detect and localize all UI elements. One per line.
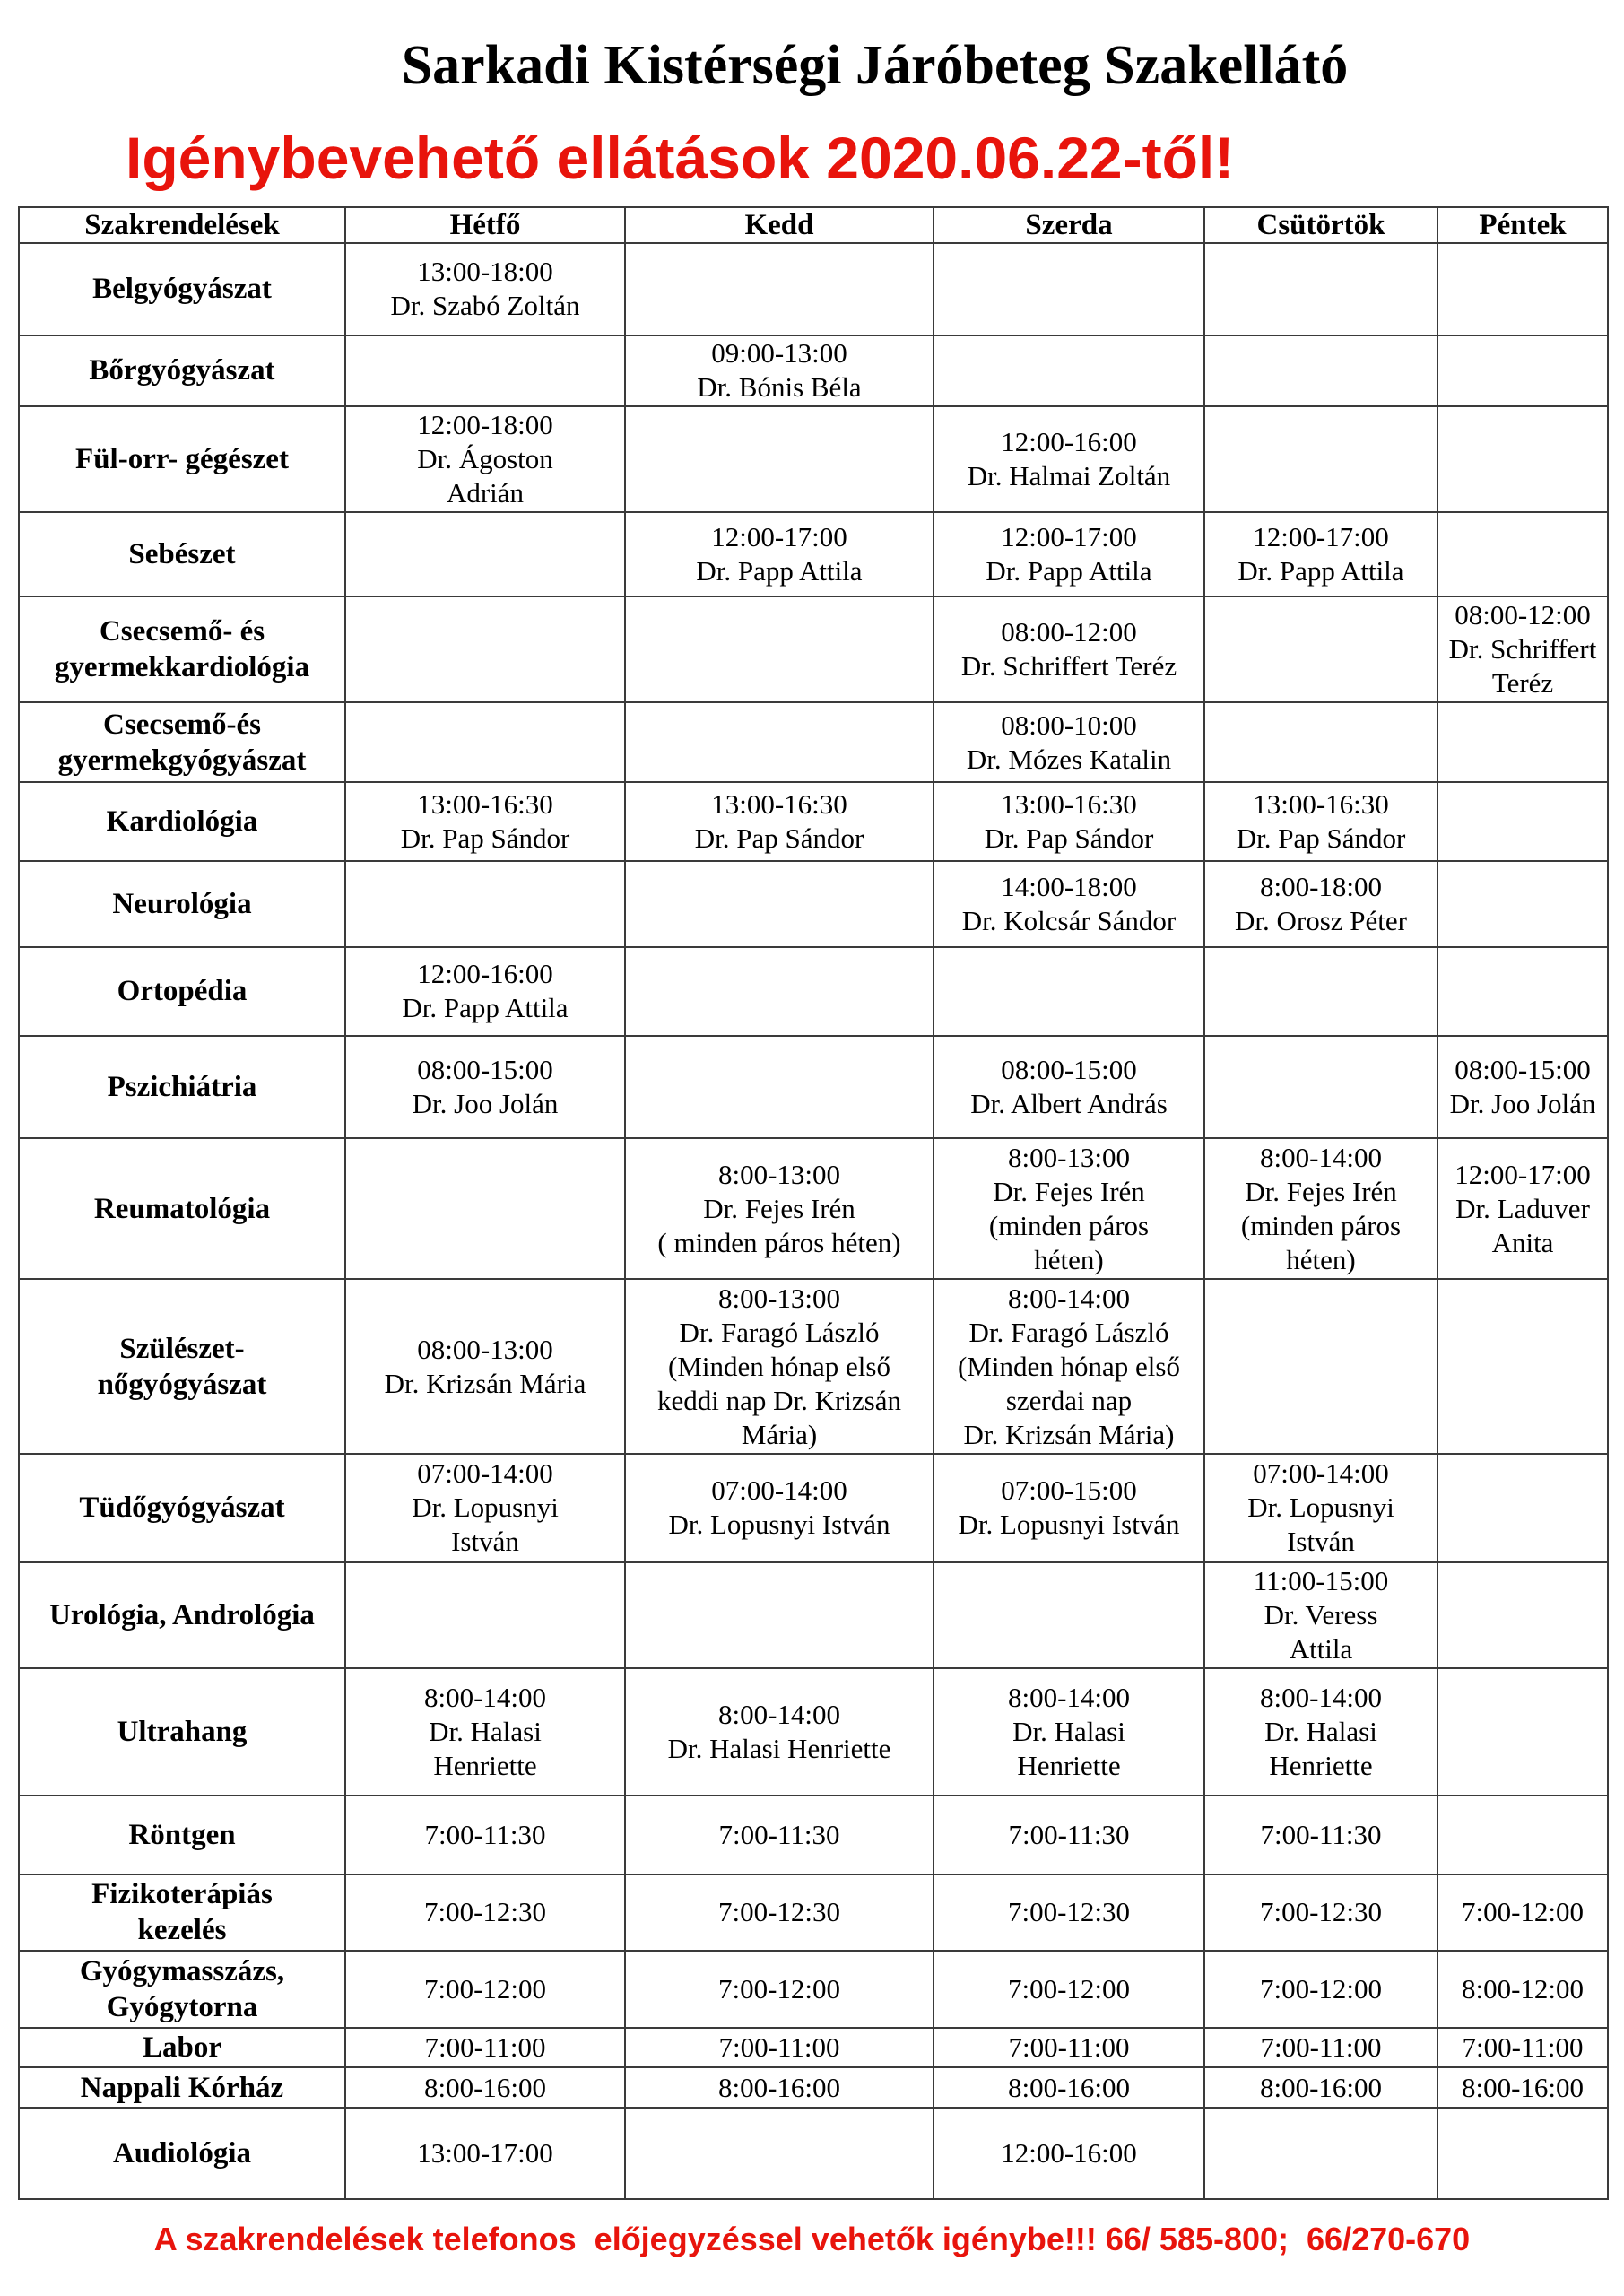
schedule-cell: 7:00-11:00	[1204, 2028, 1437, 2068]
table-row	[19, 782, 1608, 861]
schedule-cell: 08:00-12:00 Dr. Schriffert Teréz	[934, 596, 1204, 702]
table-row	[19, 702, 1608, 783]
schedule-cell	[345, 861, 625, 947]
schedule-cell	[1437, 1279, 1608, 1454]
table-row	[19, 1951, 1608, 2027]
specialty-cell: Sebészet	[19, 512, 345, 596]
schedule-cell: 12:00-17:00 Dr. Papp Attila	[625, 512, 934, 596]
schedule-cell: 07:00-14:00 Dr. Lopusnyi István	[625, 1454, 934, 1561]
specialty-cell: Tüdőgyógyászat	[19, 1454, 345, 1561]
schedule-cell	[1437, 1668, 1608, 1796]
table-row	[19, 1874, 1608, 1951]
specialty-cell: Belgyógyászat	[19, 243, 345, 335]
specialty-cell: Bőrgyógyászat	[19, 335, 345, 406]
table-row	[19, 1036, 1608, 1138]
schedule-cell: 12:00-17:00 Dr. Laduver Anita	[1437, 1138, 1608, 1279]
schedule-cell: 13:00-18:00 Dr. Szabó Zoltán	[345, 243, 625, 335]
table-row	[19, 1562, 1608, 1668]
schedule-cell: 12:00-17:00 Dr. Papp Attila	[1204, 512, 1437, 596]
table-row	[19, 947, 1608, 1037]
specialty-cell: Nappali Kórház	[19, 2067, 345, 2108]
schedule-cell	[1437, 1454, 1608, 1561]
schedule-cell	[345, 335, 625, 406]
schedule-cell: 7:00-12:00	[1204, 1951, 1437, 2027]
specialty-cell: Fül-orr- gégészet	[19, 406, 345, 512]
schedule-cell	[1437, 782, 1608, 861]
schedule-cell: 08:00-15:00 Dr. Joo Jolán	[345, 1036, 625, 1138]
schedule-cell	[625, 947, 934, 1037]
schedule-cell	[625, 406, 934, 512]
schedule-cell	[934, 243, 1204, 335]
schedule-cell	[625, 1036, 934, 1138]
schedule-cell: 7:00-11:00	[934, 2028, 1204, 2068]
schedule-cell: 13:00-16:30 Dr. Pap Sándor	[1204, 782, 1437, 861]
schedule-cell: 07:00-15:00 Dr. Lopusnyi István	[934, 1454, 1204, 1561]
specialty-cell: Pszichiátria	[19, 1036, 345, 1138]
schedule-cell	[934, 335, 1204, 406]
table-row	[19, 861, 1608, 947]
schedule-cell: 8:00-13:00 Dr. Faragó László (Minden hónap első keddi nap Dr. Krizsán Mária)	[625, 1279, 934, 1454]
schedule-cell	[345, 1562, 625, 1668]
specialty-cell: Csecsemő- és gyermekkardiológia	[19, 596, 345, 702]
schedule-cell: 8:00-13:00 Dr. Fejes Irén ( minden páros héten)	[625, 1138, 934, 1279]
schedule-cell	[934, 947, 1204, 1037]
schedule-cell	[1204, 702, 1437, 783]
schedule-cell: 7:00-12:30	[1204, 1874, 1437, 1951]
schedule-cell: 8:00-14:00 Dr. Fejes Irén (minden páros héten)	[1204, 1138, 1437, 1279]
schedule-cell: 08:00-13:00 Dr. Krizsán Mária	[345, 1279, 625, 1454]
schedule-cell	[1204, 243, 1437, 335]
table-row	[19, 1796, 1608, 1874]
schedule-cell	[1204, 1279, 1437, 1454]
schedule-cell	[345, 512, 625, 596]
schedule-cell	[1204, 2108, 1437, 2199]
schedule-cell: 08:00-12:00 Dr. Schriffert Teréz	[1437, 596, 1608, 702]
schedule-cell: 7:00-12:00	[345, 1951, 625, 2027]
column-header: Péntek	[1437, 207, 1608, 243]
schedule-cell	[625, 596, 934, 702]
table-row	[19, 406, 1608, 512]
schedule-cell	[1437, 2108, 1608, 2199]
schedule-cell: 08:00-15:00 Dr. Joo Jolán	[1437, 1036, 1608, 1138]
schedule-cell: 7:00-11:00	[345, 2028, 625, 2068]
schedule-cell: 7:00-11:30	[1204, 1796, 1437, 1874]
specialty-cell: Audiológia	[19, 2108, 345, 2199]
schedule-cell: 07:00-14:00 Dr. Lopusnyi István	[1204, 1454, 1437, 1561]
schedule-cell: 7:00-11:30	[345, 1796, 625, 1874]
column-header: Hétfő	[345, 207, 625, 243]
schedule-cell: 8:00-16:00	[345, 2067, 625, 2108]
table-row	[19, 335, 1608, 406]
table-row	[19, 2108, 1608, 2199]
schedule-cell: 7:00-12:30	[934, 1874, 1204, 1951]
schedule-cell: 8:00-14:00 Dr. Faragó László (Minden hónap első szerdai nap Dr. Krizsán Mária)	[934, 1279, 1204, 1454]
column-header: Szakrendelések	[19, 207, 345, 243]
schedule-cell: 7:00-11:00	[625, 2028, 934, 2068]
column-header: Szerda	[934, 207, 1204, 243]
schedule-cell: 8:00-14:00 Dr. Halasi Henriette	[934, 1668, 1204, 1796]
schedule-cell	[1204, 596, 1437, 702]
schedule-cell: 8:00-13:00 Dr. Fejes Irén (minden páros héten)	[934, 1138, 1204, 1279]
specialty-cell: Labor	[19, 2028, 345, 2068]
schedule-cell: 8:00-18:00 Dr. Orosz Péter	[1204, 861, 1437, 947]
schedule-table	[18, 206, 1609, 2200]
schedule-cell: 8:00-14:00 Dr. Halasi Henriette	[625, 1668, 934, 1796]
table-row	[19, 512, 1608, 596]
schedule-cell	[1437, 702, 1608, 783]
specialty-cell: Fizikoterápiás kezelés	[19, 1874, 345, 1951]
schedule-cell: 12:00-17:00 Dr. Papp Attila	[934, 512, 1204, 596]
specialty-cell: Ultrahang	[19, 1668, 345, 1796]
schedule-cell: 7:00-11:30	[625, 1796, 934, 1874]
table-row	[19, 1454, 1608, 1561]
table-row	[19, 1668, 1608, 1796]
schedule-cell	[625, 861, 934, 947]
column-header: Csütörtök	[1204, 207, 1437, 243]
schedule-cell: 12:00-16:00 Dr. Papp Attila	[345, 947, 625, 1037]
schedule-cell: 13:00-16:30 Dr. Pap Sándor	[345, 782, 625, 861]
footer-note: A szakrendelések telefonos előjegyzéssel vehetők igénybe!!! 66/ 585-800; 66/270-670	[153, 2221, 1471, 2257]
schedule-cell: 7:00-11:00	[1437, 2028, 1608, 2068]
schedule-cell	[345, 1138, 625, 1279]
schedule-cell	[625, 2108, 934, 2199]
schedule-cell: 13:00-16:30 Dr. Pap Sándor	[934, 782, 1204, 861]
schedule-cell	[1204, 1036, 1437, 1138]
table-row	[19, 243, 1608, 335]
schedule-cell: 7:00-12:00	[1437, 1874, 1608, 1951]
specialty-cell: Kardiológia	[19, 782, 345, 861]
specialty-cell: Urológia, Andrológia	[19, 1562, 345, 1668]
schedule-cell	[345, 702, 625, 783]
schedule-cell	[1437, 861, 1608, 947]
table-row	[19, 596, 1608, 702]
specialty-cell: Reumatológia	[19, 1138, 345, 1279]
schedule-cell	[1437, 243, 1608, 335]
schedule-cell: 8:00-16:00	[1204, 2067, 1437, 2108]
schedule-cell: 13:00-16:30 Dr. Pap Sándor	[625, 782, 934, 861]
specialty-cell: Ortopédia	[19, 947, 345, 1037]
schedule-cell	[1204, 406, 1437, 512]
schedule-cell	[1204, 335, 1437, 406]
schedule-cell: 12:00-16:00 Dr. Halmai Zoltán	[934, 406, 1204, 512]
schedule-cell	[1204, 947, 1437, 1037]
specialty-cell: Szülészet- nőgyógyászat	[19, 1279, 345, 1454]
specialty-cell: Gyógymasszázs, Gyógytorna	[19, 1951, 345, 2027]
page-title: Sarkadi Kistérségi Járóbeteg Szakellátó	[401, 35, 1349, 96]
schedule-cell: 13:00-17:00	[345, 2108, 625, 2199]
schedule-cell: 7:00-11:30	[934, 1796, 1204, 1874]
schedule-cell: 7:00-12:30	[345, 1874, 625, 1951]
header-row	[19, 207, 1608, 243]
schedule-cell	[625, 702, 934, 783]
specialty-cell: Csecsemő-és gyermekgyógyászat	[19, 702, 345, 783]
schedule-cell: 09:00-13:00 Dr. Bónis Béla	[625, 335, 934, 406]
schedule-cell: 8:00-14:00 Dr. Halasi Henriette	[1204, 1668, 1437, 1796]
page-subtitle: Igénybevehető ellátások 2020.06.22-től!	[126, 125, 1235, 191]
schedule-cell: 8:00-16:00	[1437, 2067, 1608, 2108]
schedule-cell	[1437, 1796, 1608, 1874]
schedule-cell: 11:00-15:00 Dr. Veress Attila	[1204, 1562, 1437, 1668]
schedule-cell: 8:00-14:00 Dr. Halasi Henriette	[345, 1668, 625, 1796]
table-row	[19, 1138, 1608, 1279]
schedule-cell: 14:00-18:00 Dr. Kolcsár Sándor	[934, 861, 1204, 947]
schedule-cell: 08:00-15:00 Dr. Albert András	[934, 1036, 1204, 1138]
schedule-cell	[1437, 947, 1608, 1037]
schedule-cell	[345, 596, 625, 702]
schedule-cell	[1437, 1562, 1608, 1668]
schedule-cell: 7:00-12:00	[625, 1951, 934, 2027]
schedule-cell	[1437, 512, 1608, 596]
schedule-cell	[934, 1562, 1204, 1668]
table-row	[19, 2067, 1608, 2108]
table-row	[19, 2028, 1608, 2068]
specialty-cell: Röntgen	[19, 1796, 345, 1874]
schedule-cell: 8:00-16:00	[625, 2067, 934, 2108]
specialty-cell: Neurológia	[19, 861, 345, 947]
schedule-cell: 7:00-12:30	[625, 1874, 934, 1951]
schedule-cell: 8:00-12:00	[1437, 1951, 1608, 2027]
schedule-cell: 12:00-18:00 Dr. Ágoston Adrián	[345, 406, 625, 512]
schedule-cell: 12:00-16:00	[934, 2108, 1204, 2199]
schedule-cell: 08:00-10:00 Dr. Mózes Katalin	[934, 702, 1204, 783]
schedule-cell	[625, 243, 934, 335]
table-row	[19, 1279, 1608, 1454]
column-header: Kedd	[625, 207, 934, 243]
schedule-cell	[1437, 335, 1608, 406]
schedule-cell: 8:00-16:00	[934, 2067, 1204, 2108]
schedule-cell: 07:00-14:00 Dr. Lopusnyi István	[345, 1454, 625, 1561]
schedule-cell	[625, 1562, 934, 1668]
schedule-cell	[1437, 406, 1608, 512]
schedule-cell: 7:00-12:00	[934, 1951, 1204, 2027]
